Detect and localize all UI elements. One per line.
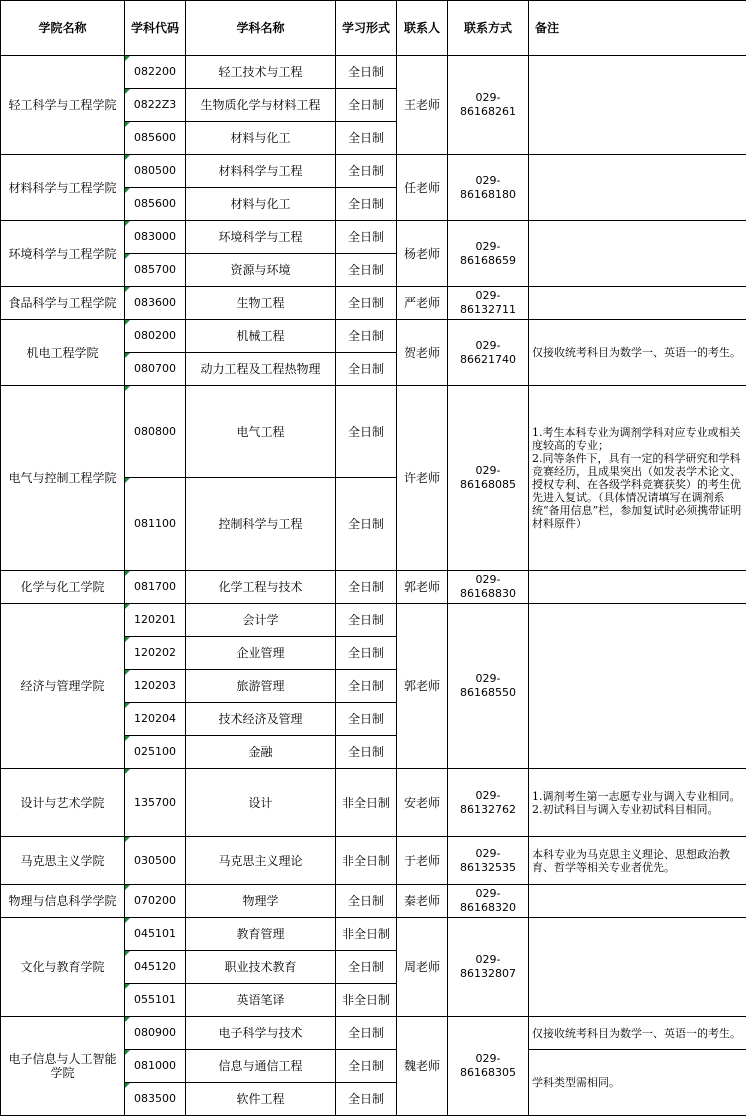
- subject-code: 045120: [125, 951, 186, 984]
- subject-name: 电气工程: [186, 386, 336, 478]
- subject-name: 材料科学与工程: [186, 155, 336, 188]
- study-mode: 全日制: [336, 320, 397, 353]
- subject-code: 120202: [125, 637, 186, 670]
- subject-code: 081700: [125, 571, 186, 604]
- table-row: [1, 320, 746, 353]
- contact-person: 许老师: [397, 386, 448, 571]
- study-mode: 非全日制: [336, 837, 397, 885]
- subject-code: 030500: [125, 837, 186, 885]
- contact-phone: 029-86132711: [448, 287, 529, 320]
- col-header-mode: 学习形式: [336, 1, 397, 56]
- subject-name: 会计学: [186, 604, 336, 637]
- table-row: [1, 155, 746, 188]
- subject-name: 设计: [186, 769, 336, 837]
- remarks: [529, 885, 746, 918]
- contact-phone: 029-86168180: [448, 155, 529, 221]
- remarks: [529, 571, 746, 604]
- table-row: [1, 1017, 746, 1050]
- study-mode: 全日制: [336, 1050, 397, 1083]
- study-mode: 全日制: [336, 254, 397, 287]
- study-mode: 全日制: [336, 703, 397, 736]
- subject-code: 070200: [125, 885, 186, 918]
- study-mode: 全日制: [336, 736, 397, 769]
- subject-code: 025100: [125, 736, 186, 769]
- subject-name: 旅游管理: [186, 670, 336, 703]
- subject-name: 资源与环境: [186, 254, 336, 287]
- header-row: [1, 1, 746, 56]
- subject-code: 080700: [125, 353, 186, 386]
- contact-person: 周老师: [397, 918, 448, 1017]
- subject-code: 120204: [125, 703, 186, 736]
- subject-name: 电子科学与技术: [186, 1017, 336, 1050]
- table-row: [1, 885, 746, 918]
- contact-phone: 029-86168261: [448, 56, 529, 155]
- study-mode: 全日制: [336, 155, 397, 188]
- college-name: 环境科学与工程学院: [1, 221, 125, 287]
- contact-person: 严老师: [397, 287, 448, 320]
- subject-name: 材料与化工: [186, 122, 336, 155]
- contact-phone: 029-86621740: [448, 320, 529, 386]
- contact-person: 郭老师: [397, 571, 448, 604]
- contact-person: 郭老师: [397, 604, 448, 769]
- remarks: [529, 604, 746, 769]
- college-name: 机电工程学院: [1, 320, 125, 386]
- study-mode: 非全日制: [336, 769, 397, 837]
- subject-name: 教育管理: [186, 918, 336, 951]
- table-row: [1, 918, 746, 951]
- college-name: 食品科学与工程学院: [1, 287, 125, 320]
- subject-name: 机械工程: [186, 320, 336, 353]
- college-name: 经济与管理学院: [1, 604, 125, 769]
- subject-code: 080800: [125, 386, 186, 478]
- college-name: 电气与控制工程学院: [1, 386, 125, 571]
- subject-code: 083500: [125, 1083, 186, 1116]
- college-name: 物理与信息科学学院: [1, 885, 125, 918]
- table-body: [1, 56, 746, 1116]
- contact-phone: 029-86168085: [448, 386, 529, 571]
- remarks: 1.调剂考生第一志愿专业与调入专业相同。 2.初试科目与调入专业初试科目相同。: [529, 769, 746, 837]
- college-name: 轻工科学与工程学院: [1, 56, 125, 155]
- contact-phone: 029-86168305: [448, 1017, 529, 1116]
- table-row: [1, 604, 746, 637]
- subject-code: 0822Z3: [125, 89, 186, 122]
- study-mode: 全日制: [336, 353, 397, 386]
- contact-person: 于老师: [397, 837, 448, 885]
- study-mode: 全日制: [336, 571, 397, 604]
- subject-name: 金融: [186, 736, 336, 769]
- table-row: [1, 769, 746, 837]
- college-name: 文化与教育学院: [1, 918, 125, 1017]
- study-mode: 全日制: [336, 478, 397, 571]
- subject-code: 080900: [125, 1017, 186, 1050]
- subject-code: 082200: [125, 56, 186, 89]
- subject-code: 055101: [125, 984, 186, 1017]
- subject-name: 职业技术教育: [186, 951, 336, 984]
- contact-phone: 029-86132807: [448, 918, 529, 1017]
- col-header-contact: 联系人: [397, 1, 448, 56]
- subject-code: 120203: [125, 670, 186, 703]
- subject-code: 080200: [125, 320, 186, 353]
- contact-phone: 029-86168320: [448, 885, 529, 918]
- contact-person: 杨老师: [397, 221, 448, 287]
- col-header-code: 学科代码: [125, 1, 186, 56]
- study-mode: 全日制: [336, 56, 397, 89]
- study-mode: 全日制: [336, 637, 397, 670]
- contact-person: 王老师: [397, 56, 448, 155]
- contact-phone: 029-86132535: [448, 837, 529, 885]
- subject-code: 080500: [125, 155, 186, 188]
- study-mode: 非全日制: [336, 918, 397, 951]
- contact-phone: 029-86168550: [448, 604, 529, 769]
- remarks: 仅接收统考科目为数学一、英语一的考生。: [529, 1017, 746, 1050]
- contact-phone: 029-86132762: [448, 769, 529, 837]
- remarks: 学科类型需相同。: [529, 1050, 746, 1116]
- remarks: [529, 221, 746, 287]
- study-mode: 全日制: [336, 221, 397, 254]
- subject-name: 动力工程及工程热物理: [186, 353, 336, 386]
- subject-code: 135700: [125, 769, 186, 837]
- remarks: [529, 56, 746, 155]
- subject-name: 信息与通信工程: [186, 1050, 336, 1083]
- subject-name: 生物质化学与材料工程: [186, 89, 336, 122]
- table-row: [1, 837, 746, 885]
- contact-person: 任老师: [397, 155, 448, 221]
- subject-code: 085600: [125, 122, 186, 155]
- subject-name: 材料与化工: [186, 188, 336, 221]
- subject-name: 企业管理: [186, 637, 336, 670]
- remarks: [529, 155, 746, 221]
- subject-code: 085700: [125, 254, 186, 287]
- college-name: 马克思主义学院: [1, 837, 125, 885]
- college-name: 设计与艺术学院: [1, 769, 125, 837]
- subject-code: 083600: [125, 287, 186, 320]
- study-mode: 非全日制: [336, 984, 397, 1017]
- study-mode: 全日制: [336, 1083, 397, 1116]
- subject-name: 马克思主义理论: [186, 837, 336, 885]
- table-row: [1, 56, 746, 89]
- study-mode: 全日制: [336, 287, 397, 320]
- study-mode: 全日制: [336, 885, 397, 918]
- subject-code: 085600: [125, 188, 186, 221]
- contact-person: 魏老师: [397, 1017, 448, 1116]
- remarks: 仅接收统考科目为数学一、英语一的考生。: [529, 320, 746, 386]
- college-name: 材料科学与工程学院: [1, 155, 125, 221]
- subject-name: 英语笔译: [186, 984, 336, 1017]
- col-header-phone: 联系方式: [448, 1, 529, 56]
- subject-name: 控制科学与工程: [186, 478, 336, 571]
- study-mode: 全日制: [336, 89, 397, 122]
- subject-code: 083000: [125, 221, 186, 254]
- subject-name: 生物工程: [186, 287, 336, 320]
- table-row: [1, 571, 746, 604]
- study-mode: 全日制: [336, 386, 397, 478]
- remarks: 1.考生本科专业为调剂学科对应专业或相关度较高的专业； 2.同等条件下，具有一定的科学研究和学科竞赛经历，且成果突出（如发表学术论文、授权专利、在各级学科竞赛获奖）的考生优先进入复试。（具体情况请填写在调剂系统“备用信息”栏，参加复试时必须携带证明材料原件）: [529, 386, 746, 571]
- contact-person: 贺老师: [397, 320, 448, 386]
- remarks: [529, 918, 746, 1017]
- study-mode: 全日制: [336, 1017, 397, 1050]
- contact-phone: 029-86168659: [448, 221, 529, 287]
- col-header-college: 学院名称: [1, 1, 125, 56]
- subject-code: 081000: [125, 1050, 186, 1083]
- subject-code: 045101: [125, 918, 186, 951]
- subject-name: 软件工程: [186, 1083, 336, 1116]
- subject-code: 120201: [125, 604, 186, 637]
- contact-person: 秦老师: [397, 885, 448, 918]
- contact-person: 安老师: [397, 769, 448, 837]
- col-header-notes: 备注: [529, 1, 746, 56]
- remarks: 本科专业为马克思主义理论、思想政治教育、哲学等相关专业者优先。: [529, 837, 746, 885]
- table-row: [1, 287, 746, 320]
- study-mode: 全日制: [336, 188, 397, 221]
- subject-name: 技术经济及管理: [186, 703, 336, 736]
- study-mode: 全日制: [336, 604, 397, 637]
- col-header-subject: 学科名称: [186, 1, 336, 56]
- subject-name: 轻工技术与工程: [186, 56, 336, 89]
- subject-name: 化学工程与技术: [186, 571, 336, 604]
- table-row: [1, 386, 746, 478]
- remarks: [529, 287, 746, 320]
- college-name: 化学与化工学院: [1, 571, 125, 604]
- study-mode: 全日制: [336, 951, 397, 984]
- study-mode: 全日制: [336, 122, 397, 155]
- college-name: 电子信息与人工智能学院: [1, 1017, 125, 1116]
- subject-name: 环境科学与工程: [186, 221, 336, 254]
- subject-code: 081100: [125, 478, 186, 571]
- table-row: [1, 221, 746, 254]
- contact-phone: 029-86168830: [448, 571, 529, 604]
- study-mode: 全日制: [336, 670, 397, 703]
- subject-name: 物理学: [186, 885, 336, 918]
